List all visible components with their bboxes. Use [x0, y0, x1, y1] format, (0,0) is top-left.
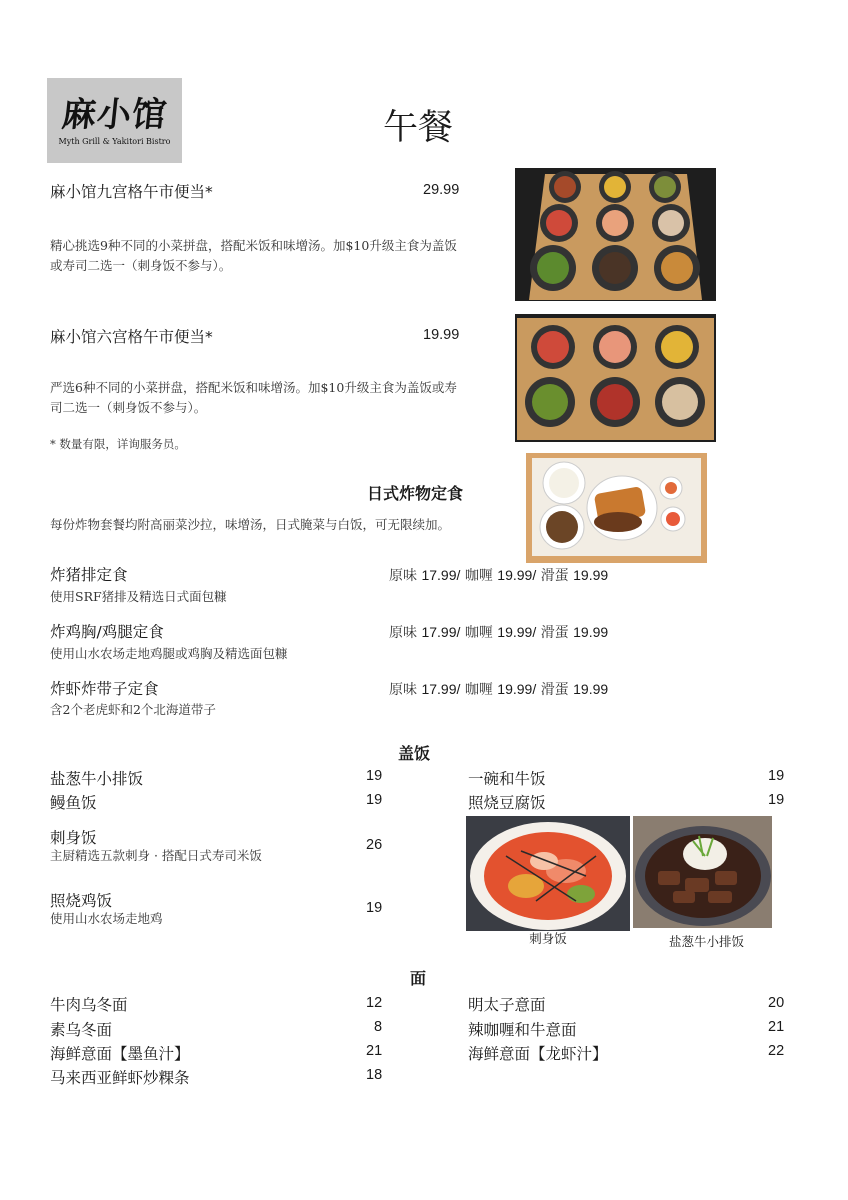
fried-item-prices: [389, 622, 608, 642]
noodle-item-price: 20: [768, 995, 785, 1011]
flavor-label: 滑蛋: [540, 625, 569, 641]
bento-nine-name: 麻小馆九宫格午市便当*: [50, 183, 213, 201]
nine-grid-bento-photo: [515, 168, 716, 301]
sashimi-bowl-photo: [466, 816, 630, 931]
fried-item-desc: 含2个老虎虾和2个北海道带子: [50, 702, 216, 717]
bento-note: * 数量有限，详询服务员。: [50, 437, 186, 451]
bento-six-desc: 严选6种不同的小菜拼盘，搭配米饭和味增汤。加$10升级主食为盖饭或寿司二选一（刺身饭不参与）。: [50, 380, 457, 415]
photo-caption: 盐葱牛小排饭: [668, 934, 744, 949]
flavor-label: 滑蛋: [540, 682, 569, 698]
donburi-item-price: 19: [768, 768, 785, 784]
page-title: 午餐: [383, 108, 454, 148]
noodles-heading: 面: [410, 969, 427, 988]
noodle-item-name: 牛肉乌冬面: [50, 996, 128, 1014]
donburi-item-name: 刺身饭: [50, 829, 97, 847]
noodle-item-price: 18: [366, 1067, 383, 1083]
flavor-price: 19.99: [573, 624, 609, 640]
fried-item-name: 炸虾炸带子定食: [50, 680, 159, 698]
bento-nine-desc: 精心挑选9种不同的小菜拼盘，搭配米饭和味增汤。加$10升级主食为盖饭或寿司二选一（刺身饭不参与）。: [50, 238, 457, 273]
donburi-item-name: 一碗和牛饭: [468, 770, 546, 788]
six-grid-bento-photo: [515, 314, 716, 442]
short-rib-bowl-photo: [633, 816, 772, 928]
logo-english-name: Myth Grill & Yakitori Bistro: [58, 136, 171, 146]
noodle-item-price: 21: [768, 1019, 785, 1035]
flavor-price: 19.99: [573, 681, 609, 697]
noodle-item-name: 明太子意面: [468, 996, 546, 1014]
flavor-price: 19.99/: [497, 624, 537, 640]
flavor-price: 17.99/: [421, 567, 461, 583]
noodle-item-price: 8: [374, 1019, 383, 1035]
donburi-item-price: 19: [366, 768, 383, 784]
fried-item-desc: 使用山水农场走地鸡腿或鸡胸及精选面包糠: [50, 646, 288, 661]
fried-heading: 日式炸物定食: [367, 484, 464, 503]
donburi-item-name: 照烧鸡饭: [50, 892, 113, 910]
flavor-label: 咖喱: [464, 568, 493, 584]
fried-intro: 每份炸物套餐均附高丽菜沙拉，味增汤，日式腌菜与白饭，可无限续加。: [50, 517, 451, 532]
noodle-item-name: 马来西亚鲜虾炒粿条: [50, 1069, 190, 1087]
fried-set-photo: [526, 453, 707, 563]
flavor-price: 19.99/: [497, 681, 537, 697]
flavor-label: 原味: [389, 682, 417, 698]
donburi-item-name: 盐葱牛小排饭: [50, 770, 144, 788]
bento-six-name: 麻小馆六宫格午市便当*: [50, 328, 213, 346]
flavor-price: 17.99/: [421, 681, 461, 697]
photo-caption: 刺身饭: [529, 931, 567, 946]
donburi-item-desc: 使用山水农场走地鸡: [50, 911, 163, 926]
fried-item-name: 炸鸡胸/鸡腿定食: [50, 623, 164, 641]
donburi-item-name: 照烧豆腐饭: [468, 794, 546, 812]
noodle-item-name: 素乌冬面: [50, 1021, 113, 1039]
flavor-price: 19.99/: [497, 567, 537, 583]
donburi-item-price: 19: [366, 792, 383, 808]
bento-six-price: 19.99: [423, 327, 460, 343]
fried-item-prices: [389, 679, 608, 699]
fried-item-desc: 使用SRF猪排及精选日式面包糠: [50, 589, 227, 604]
donburi-item-price: 19: [366, 900, 383, 916]
flavor-label: 原味: [389, 625, 417, 641]
logo-chinese-name: 麻小馆: [59, 94, 170, 135]
noodle-item-name: 海鲜意面【墨鱼汁】: [50, 1045, 190, 1063]
flavor-label: 滑蛋: [540, 568, 569, 584]
flavor-label: 原味: [389, 568, 417, 584]
noodle-item-price: 12: [366, 995, 383, 1011]
donburi-item-price: 19: [768, 792, 785, 808]
donburi-item-desc: 主厨精选五款刺身 · 搭配日式寿司米饭: [50, 848, 262, 863]
noodle-item-price: 21: [366, 1043, 383, 1059]
flavor-price: 19.99: [573, 567, 609, 583]
noodle-item-name: 海鲜意面【龙虾汁】: [468, 1045, 608, 1063]
donburi-heading: 盖饭: [398, 744, 431, 763]
bento-nine-price: 29.99: [423, 182, 460, 198]
flavor-price: 17.99/: [421, 624, 461, 640]
fried-item-name: 炸猪排定食: [50, 566, 128, 584]
fried-item-prices: [389, 565, 608, 585]
noodle-item-name: 辣咖喱和牛意面: [468, 1021, 577, 1039]
logo: [47, 78, 182, 163]
noodle-item-price: 22: [768, 1043, 785, 1059]
donburi-item-name: 鳗鱼饭: [50, 794, 97, 812]
flavor-label: 咖喱: [464, 625, 493, 641]
flavor-label: 咖喱: [464, 682, 493, 698]
donburi-item-price: 26: [366, 837, 383, 853]
